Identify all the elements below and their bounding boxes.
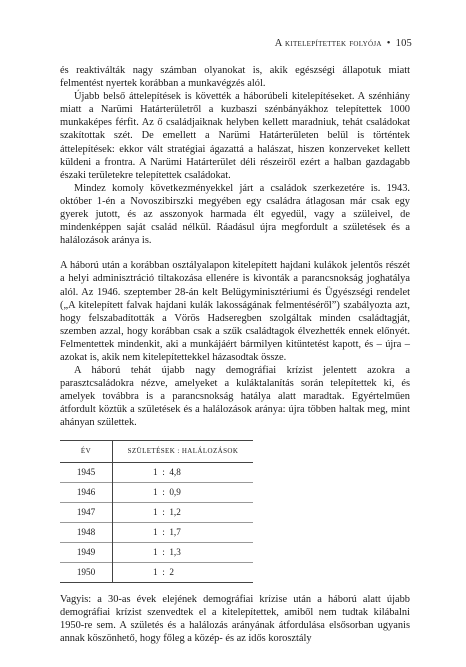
ratio-cell: 1 : 0,9: [113, 482, 254, 502]
table-row: [60, 543, 253, 563]
demographics-table-wrap: [60, 440, 410, 584]
ratio-cell: 1 : 1,7: [113, 522, 254, 542]
paragraph: Újabb belső áttelepítések is követték a háborúbeli kitelepítéseket. A szénhiány miatt a Narümi Határterületről a kuzbaszi szénbányákhoz telepítettek 1000 munkaképes férfit. Az ő családjaiknak helyben kellett maradniuk, tehát családokat szakítottak szét. De emellett a Narümi Határterületen belül is történtek áttelepítések: ekkor vált stratégiai ágazattá a halászat, hiszen konzerveket kellett küldeni a frontra. A Narümi Határterület déli részeiről ezért a halban gazdagabb északi területekre telepítettek családokat.: [60, 91, 410, 181]
column-header-ratio: SZÜLETÉSEK : HALÁLOZÁSOK: [113, 440, 254, 462]
running-head: [275, 38, 412, 49]
ratio-cell: 1 : 1,2: [113, 502, 254, 522]
demographics-table: [60, 440, 253, 584]
table-row: [60, 502, 253, 522]
paragraph: A háború után a korábban osztályalapon kitelepített hajdani kulákok jelentős részét a helyi adminisztráció tiltakozása ellenére is kivonták a parancsnokság joghatálya alól. Az 1946. szeptember 28-án kelt Belügyminisztériumi és Ügyészségi rendelet („A kitelepített falvak hajdani kulák lakosságának felmentéséről”) szabályozta azt, hogy felszabadították a Vörös Hadseregben szolgáltak minden családtagját, szemben azzal, hogy korábban csak a szűk családtagok élvezhették ennek előnyét. Felmentettek mindenkit, aki a munkájáért bármilyen kitüntetést kapott, és – újra – azokat is, akik nem kitelepítettekkel házasodtak össze.: [60, 260, 410, 363]
year-cell: 1947: [60, 502, 113, 522]
running-head-title: A kitelepítettek folyója: [274, 38, 382, 49]
bullet-separator: •: [386, 38, 391, 49]
year-cell: 1948: [60, 522, 113, 542]
table-header-row: [60, 440, 253, 462]
table-row: [60, 522, 253, 542]
table-row: [60, 462, 253, 482]
paragraph: Vagyis: a 30-as évek elejének demográfiai krízise után a háború alatt újabb demográfiai krízist szenvedtek el a kitelepítettek, amiből nem tudtak kilábalni 1950-re sem. A születés és a halálozás arányának átfordulása elsősorban ugyanis annak köszönhető, hogy főleg a közép- és az idős korosztály: [60, 594, 410, 645]
ratio-cell: 1 : 1,3: [113, 543, 254, 563]
ratio-cell: 1 : 2: [113, 563, 254, 583]
ratio-cell: 1 : 4,8: [153, 466, 181, 477]
table-row: [60, 563, 253, 583]
body-text: [60, 64, 410, 646]
year-cell: 1946: [60, 482, 113, 502]
page-number: 105: [395, 38, 412, 49]
table-row: [60, 482, 253, 502]
year-cell: 1949: [60, 543, 113, 563]
paragraph: Mindez komoly következményekkel járt a családok szerkezetére is. 1943. október 1-én a Novoszibirszki megyében egy családra átlagosan már csak egy gyerek jutott, és az asszonyok harmada élt egyedül, vagy a szüleivel, de mindenképpen saját család nélkül. Ráadásul újra megfordult a születések és a halálozások aránya is.: [60, 182, 410, 247]
paragraph: és reaktiválták nagy számban olyanokat is, akik egészségi állapotuk miatt felmentést nyertek korábban a munkavégzés alól.: [60, 65, 410, 90]
year-cell: 1945: [60, 462, 113, 482]
column-header-year: ÉV: [60, 440, 113, 462]
year-cell: 1950: [60, 563, 113, 583]
paragraph: A háború tehát újabb nagy demográfiai krízist jelentett azokra a parasztcsaládokra nézve, amelyeket a kuláktalanítás során telepítettek ki, és amelyek továbbra is a parancsnokság hatálya alatt maradtak. Egyértelműen átfordult köztük a születések és a halálozások aránya: újra többen haltak meg, mint ahányan születtek.: [60, 365, 410, 429]
